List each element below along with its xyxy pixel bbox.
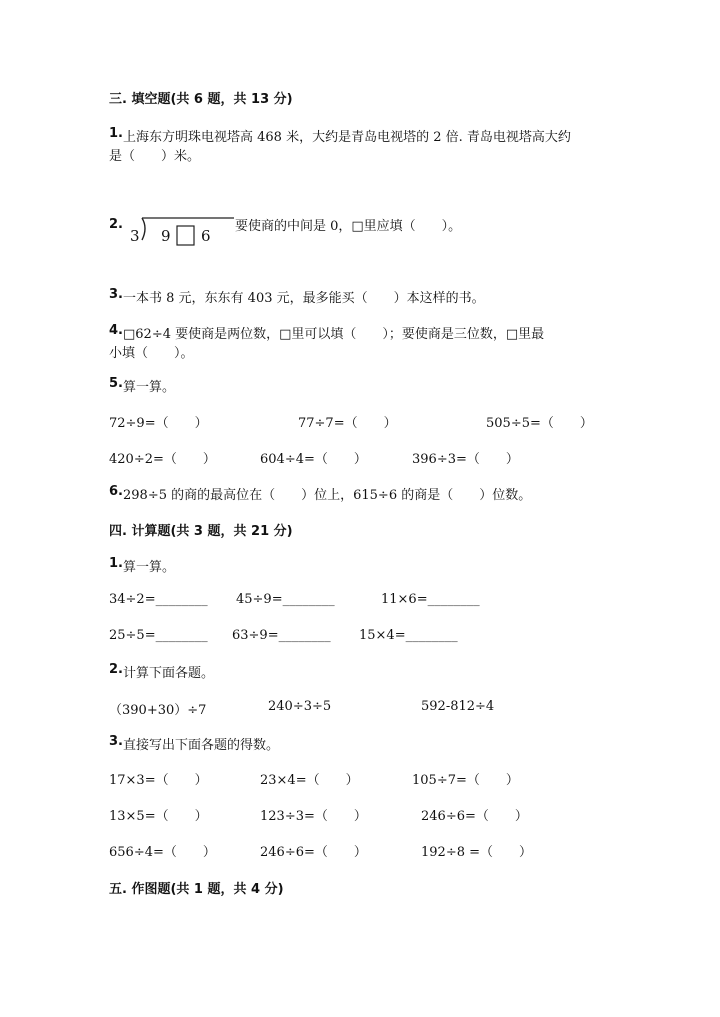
q4-1-r1c1: 34÷2=________ (109, 592, 208, 607)
q3-6-number: 6. (109, 484, 123, 499)
q3-5-r2c2: 604÷4=（ ） (260, 452, 367, 467)
q4-1-title: 算一算。 (123, 560, 176, 575)
q4-3-r2c2: 123÷3=（ ） (260, 809, 367, 824)
long-division-figure (128, 214, 236, 248)
dividend-digit-3: 6 (201, 227, 211, 245)
q4-1-r1c2: 45÷9=________ (236, 592, 335, 607)
q4-2-title: 计算下面各题。 (123, 666, 215, 681)
q3-1-number: 1. (109, 126, 123, 141)
section-4-title: 四. 计算题(共 3 题，共 21 分) (109, 524, 293, 539)
q4-3-r3c2: 246÷6=（ ） (260, 845, 367, 860)
q3-5-number: 5. (109, 376, 123, 391)
q4-3-r2c1: 13×5=（ ） (109, 809, 208, 824)
q4-3-r3c3: 192÷8 =（ ） (421, 845, 533, 860)
q4-1-number: 1. (109, 556, 123, 571)
section-3-title: 三. 填空题(共 6 题，共 13 分) (109, 92, 293, 107)
divisor: 3 (130, 227, 140, 245)
q3-4-line2: 小填（ ）。 (109, 346, 194, 361)
q4-2-number: 2. (109, 662, 123, 677)
q4-2-c1: （390+30）÷7 (109, 703, 207, 718)
q3-5-title: 算一算。 (123, 380, 176, 395)
q3-4-line1: □62÷4 要使商是两位数，□里可以填（ ）；要使商是三位数，□里最 (123, 327, 545, 342)
q4-3-r1c2: 23×4=（ ） (260, 773, 359, 788)
q3-2-text: 要使商的中间是 0，□里应填（ ）。 (235, 219, 462, 234)
q4-3-title: 直接写出下面各题的得数。 (123, 738, 280, 753)
q4-1-r2c2: 63÷9=________ (232, 628, 331, 643)
dividend-digit-1: 9 (161, 227, 171, 245)
q3-3-number: 3. (109, 287, 123, 302)
q4-3-number: 3. (109, 734, 123, 749)
q4-3-r1c1: 17×3=（ ） (109, 773, 208, 788)
q4-1-r2c3: 15×4=________ (359, 628, 458, 643)
section-5-title: 五. 作图题(共 1 题，共 4 分) (109, 882, 284, 897)
q4-1-r1c3: 11×6=________ (381, 592, 480, 607)
q3-2-number: 2. (109, 217, 123, 232)
q4-3-r2c3: 246÷6=（ ） (421, 809, 528, 824)
q4-1-r2c1: 25÷5=________ (109, 628, 208, 643)
q4-2-c3: 592-812÷4 (421, 699, 495, 714)
q3-4-number: 4. (109, 323, 123, 338)
q3-3-text: 一本书 8 元，东东有 403 元，最多能买（ ）本这样的书。 (123, 291, 485, 306)
q3-1-line2: 是（ ）米。 (109, 149, 201, 164)
q3-5-r2c1: 420÷2=（ ） (109, 452, 216, 467)
q3-5-r2c3: 396÷3=（ ） (412, 452, 519, 467)
q4-3-r1c3: 105÷7=（ ） (412, 773, 519, 788)
q3-5-r1c3: 505÷5=（ ） (486, 416, 593, 431)
q3-5-r1c1: 72÷9=（ ） (109, 416, 208, 431)
q4-2-c2: 240÷3÷5 (268, 699, 332, 714)
q3-5-r1c2: 77÷7=（ ） (298, 416, 397, 431)
q3-6-text: 298÷5 的商的最高位在（ ）位上，615÷6 的商是（ ）位数。 (123, 488, 532, 503)
q4-3-r3c1: 656÷4=（ ） (109, 845, 216, 860)
q3-1-line1: 上海东方明珠电视塔高 468 米，大约是青岛电视塔的 2 倍. 青岛电视塔高大约 (123, 130, 571, 145)
